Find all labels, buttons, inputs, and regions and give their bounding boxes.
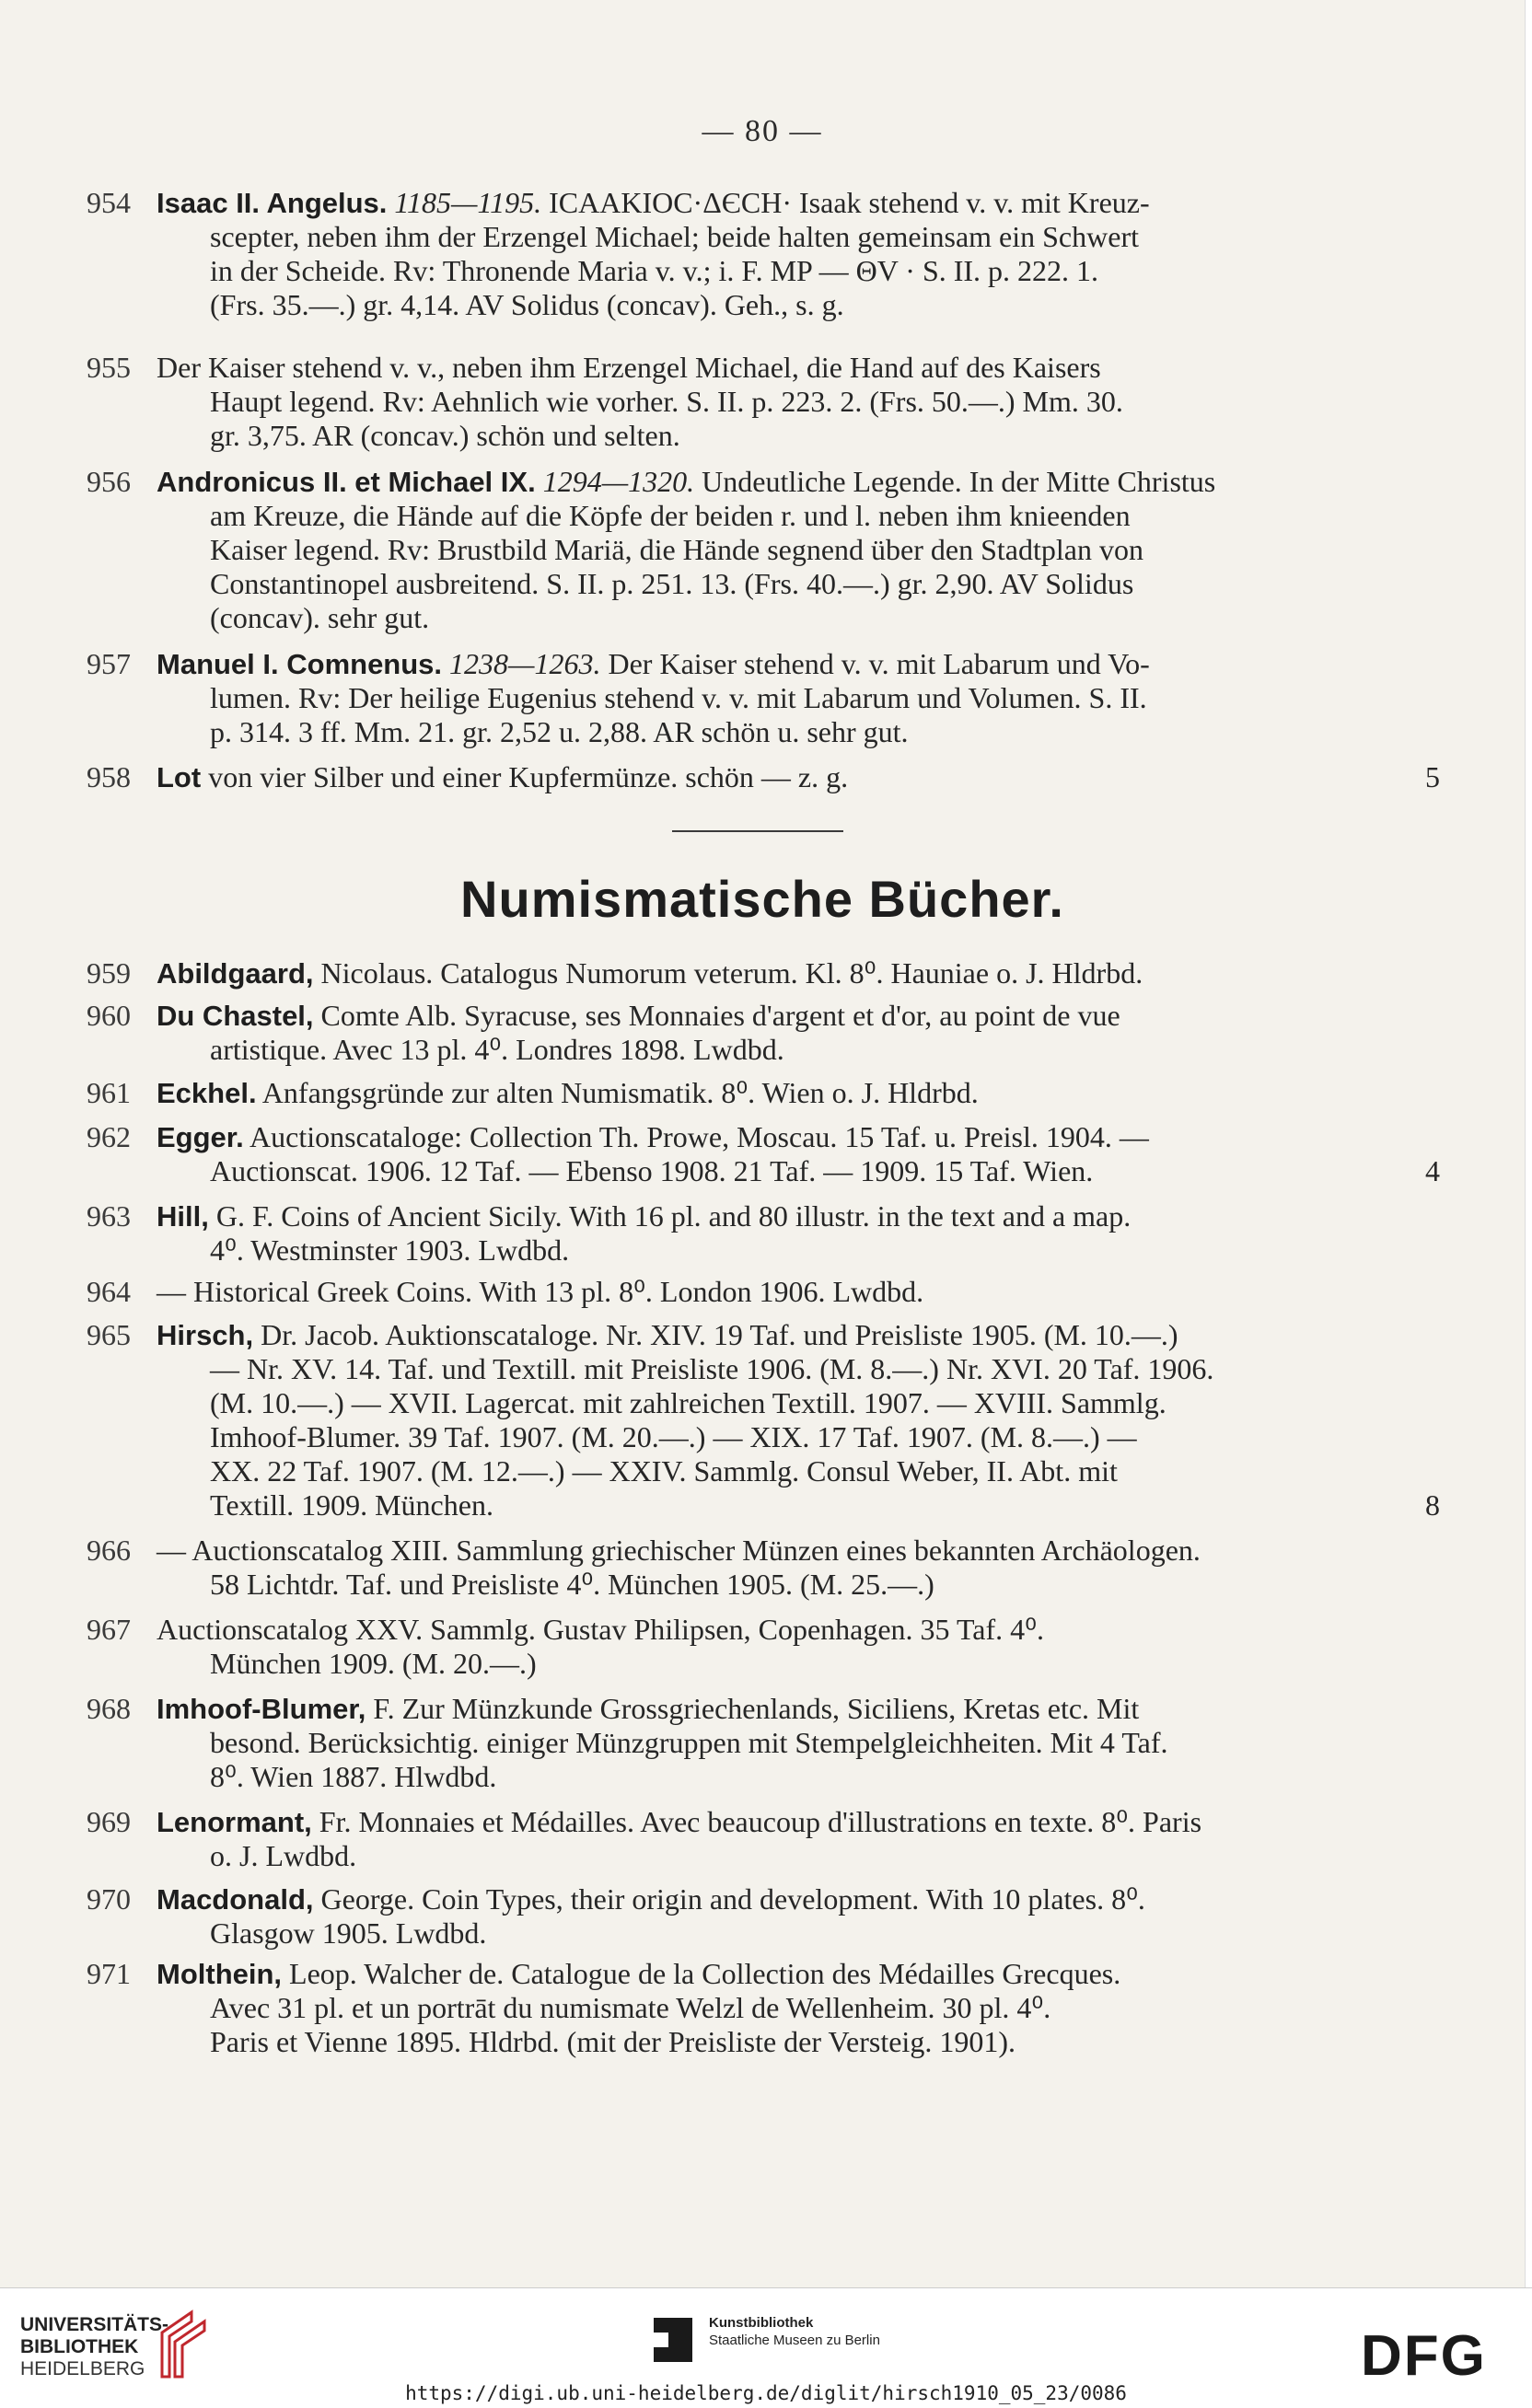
kunstbibliothek-label[interactable] <box>709 2314 880 2349</box>
lot-number: 962 <box>87 1120 131 1153</box>
lot-date: 1238—1263. <box>449 647 601 680</box>
lot-number: 955 <box>87 351 131 384</box>
list-item <box>87 1957 1440 2059</box>
lot-text: Fr. Monnaies et Médailles. Avec beaucoup d'illustrations en texte. 8⁰. Paris <box>311 1805 1202 1838</box>
lot-number: 967 <box>87 1613 131 1646</box>
lot-continuation: besond. Berücksichtig. einiger Münzgruppen mit Stempelgleichheiten. Mit 4 Taf. <box>210 1726 1168 1759</box>
lot-text: Undeutliche Legende. In der Mitte Christus <box>694 465 1216 498</box>
lot-continuation: artistique. Avec 13 pl. 4⁰. Londres 1898. Lwdbd. <box>210 1033 784 1066</box>
uni-emblem-icon <box>155 2309 212 2380</box>
author-name: Egger. <box>157 1121 244 1153</box>
lot-text: F. Zur Münzkunde Grossgriechenlands, Siciliens, Kretas etc. Mit <box>366 1692 1140 1725</box>
list-item <box>87 1275 1440 1309</box>
list-item <box>87 1805 1440 1873</box>
lot-name: Isaac II. Angelus. <box>157 187 388 219</box>
author-name: Du Chastel, <box>157 1000 314 1032</box>
lot-continuation: München 1909. (M. 20.—.) <box>210 1647 537 1680</box>
lot-text: — Historical Greek Coins. With 13 pl. 8⁰. London 1906. Lwdbd. <box>157 1275 924 1308</box>
lot-text: Comte Alb. Syracuse, ses Monnaies d'argent et d'or, au point de vue <box>313 999 1120 1032</box>
list-item <box>87 186 1440 322</box>
lot-date: 1294—1320. <box>542 465 695 498</box>
section-heading: Numismatische Bücher. <box>460 870 1064 928</box>
author-name: Abildgaard, <box>157 957 314 990</box>
lot-continuation: Paris et Vienne 1895. Hldrbd. (mit der Preisliste der Versteig. 1901). <box>210 2025 1016 2058</box>
author-name: Molthein, <box>157 1958 283 1990</box>
lot-continuation: o. J. Lwdbd. <box>210 1839 357 1872</box>
lot-name: Manuel I. Comnenus. <box>157 648 443 680</box>
lot-number: 965 <box>87 1318 131 1351</box>
list-item <box>87 1882 1440 1951</box>
lot-text: Nicolaus. Catalogus Numorum veterum. Kl. 8⁰. Hauniae o. J. Hldrbd. <box>313 956 1143 990</box>
lot-continuation: Kaiser legend. Rv: Brustbild Mariä, die Hände segnend über den Stadtplan von <box>210 533 1143 566</box>
author-name: Macdonald, <box>157 1883 314 1916</box>
lot-continuation: gr. 3,75. AR (concav.) schön und selten. <box>210 419 680 452</box>
lot-text: Anfangsgründe zur alten Numismatik. 8⁰. Wien o. J. Hldrbd. <box>256 1076 979 1109</box>
lot-number: 969 <box>87 1805 131 1838</box>
lot-number: 966 <box>87 1534 131 1567</box>
uni-logo-line: UNIVERSITÄTS- <box>20 2314 169 2335</box>
page-number: — 80 — <box>702 114 823 148</box>
author-name: Eckhel. <box>157 1077 257 1109</box>
lot-continuation: (Frs. 35.—.) gr. 4,14. AV Solidus (concav). Geh., s. g. <box>210 288 844 321</box>
lot-name: Lot <box>157 761 202 793</box>
lot-continuation <box>87 1154 1440 1188</box>
lot-continuation: (concav). sehr gut. <box>210 601 430 634</box>
lot-text: Der Kaiser stehend v. v., neben ihm Erzengel Michael, die Hand auf des Kaisers <box>157 351 1101 384</box>
price-marker: 5 <box>1425 760 1440 793</box>
lot-number: 959 <box>87 956 131 990</box>
price-marker: 8 <box>1425 1488 1440 1522</box>
uni-logo-line: HEIDELBERG <box>20 2358 145 2379</box>
lot-text: ICAAKIOC·ΔЄCH· Isaak stehend v. v. mit Kreuz- <box>541 186 1150 219</box>
lot-continuation: scepter, neben ihm der Erzengel Michael; beide halten gemeinsam ein Schwert <box>210 220 1139 253</box>
price-marker: 4 <box>1425 1154 1440 1187</box>
list-item <box>87 1534 1440 1602</box>
list-item <box>87 1199 1440 1268</box>
lot-continuation: Glasgow 1905. Lwdbd. <box>210 1916 487 1950</box>
lot-number: 968 <box>87 1692 131 1725</box>
list-item <box>87 1120 1440 1188</box>
lot-number: 958 <box>87 760 131 793</box>
author-name: Hill, <box>157 1200 209 1233</box>
lot-continuation: Imhoof-Blumer. 39 Taf. 1907. (M. 20.—.) — XIX. 17 Taf. 1907. (M. 8.—.) — <box>210 1420 1137 1453</box>
lot-text: Der Kaiser stehend v. v. mit Labarum und Vo- <box>600 647 1150 680</box>
kb-line: Kunstbibliothek <box>709 2315 814 2331</box>
author-name: Imhoof-Blumer, <box>157 1693 366 1725</box>
lot-number: 957 <box>87 647 131 680</box>
list-item <box>87 760 1440 794</box>
lot-continuation: 58 Lichtdr. Taf. und Preisliste 4⁰. München 1905. (M. 25.—.) <box>210 1568 934 1601</box>
list-item <box>87 351 1440 453</box>
lot-continuation: 4⁰. Westminster 1903. Lwdbd. <box>210 1233 570 1267</box>
lot-continuation: Avec 31 pl. et un portrāt du numismate Welzl de Wellenheim. 30 pl. 4⁰. <box>210 1991 1051 2024</box>
dfg-logo[interactable]: DFG <box>1361 2324 1487 2388</box>
lot-name: Andronicus II. et Michael IX. <box>157 466 536 498</box>
lot-continuation: p. 314. 3 ff. Mm. 21. gr. 2,52 u. 2,88. AR schön u. sehr gut. <box>210 715 909 748</box>
lot-continuation: lumen. Rv: Der heilige Eugenius stehend v. v. mit Labarum und Volumen. S. II. <box>210 681 1147 714</box>
lot-continuation: — Nr. XV. 14. Taf. und Textill. mit Preisliste 1906. (M. 8.—.) Nr. XVI. 20 Taf. 1906. <box>210 1352 1214 1385</box>
lot-text: Auctionscatalog XXV. Sammlg. Gustav Philipsen, Copenhagen. 35 Taf. 4⁰. <box>157 1613 1044 1646</box>
lot-number: 971 <box>87 1957 131 1990</box>
lot-text: Dr. Jacob. Auktionscataloge. Nr. XIV. 19 Taf. und Preisliste 1905. (M. 10.—.) <box>253 1318 1178 1351</box>
uni-logo-line: BIBLIOTHEK <box>20 2336 139 2357</box>
list-item <box>87 1692 1440 1794</box>
lot-number: 964 <box>87 1275 131 1308</box>
lot-continuation: XX. 22 Taf. 1907. (M. 12.—.) — XXIV. Sammlg. Consul Weber, II. Abt. mit <box>210 1454 1118 1488</box>
lot-number: 970 <box>87 1882 131 1916</box>
lot-continuation: 8⁰. Wien 1887. Hlwdbd. <box>210 1760 497 1793</box>
list-item <box>87 1613 1440 1681</box>
list-item <box>87 647 1440 749</box>
lot-number: 961 <box>87 1076 131 1109</box>
lot-number: 956 <box>87 465 131 498</box>
author-name: Lenormant, <box>157 1806 312 1838</box>
author-name: Hirsch, <box>157 1319 254 1351</box>
lot-date: 1185—1195. <box>394 186 542 219</box>
lot-continuation-text: Textill. 1909. München. <box>210 1488 493 1522</box>
lot-continuation: in der Scheide. Rv: Thronende Maria v. v.; i. F. MP — ΘV · S. II. p. 222. 1. <box>210 254 1099 287</box>
lot-continuation: (M. 10.—.) — XVII. Lagercat. mit zahlreichen Textill. 1907. — XVIII. Sammlg. <box>210 1386 1166 1419</box>
lot-text: Auctionscataloge: Collection Th. Prowe, Moscau. 15 Taf. u. Preisl. 1904. — <box>243 1120 1149 1153</box>
lot-text: George. Coin Types, their origin and development. With 10 plates. 8⁰. <box>313 1882 1145 1916</box>
kunstbibliothek-logo-icon <box>650 2312 698 2367</box>
list-item <box>87 465 1440 635</box>
list-item <box>87 999 1440 1067</box>
lot-number: 954 <box>87 186 131 219</box>
lot-text: — Auctionscatalog XIII. Sammlung griechischer Münzen eines bekannten Archäologen. <box>157 1534 1201 1567</box>
lot-text: Leop. Walcher de. Catalogue de la Collection des Médailles Grecques. <box>282 1957 1121 1990</box>
lot-continuation: Constantinopel ausbreitend. S. II. p. 251. 13. (Frs. 40.—.) gr. 2,90. AV Solidus <box>210 567 1134 600</box>
lot-continuation-text: Auctionscat. 1906. 12 Taf. — Ebenso 1908. 21 Taf. — 1909. 15 Taf. Wien. <box>210 1154 1094 1187</box>
lot-continuation <box>87 1488 1440 1522</box>
lot-text: G. F. Coins of Ancient Sicily. With 16 pl. and 80 illustr. in the text and a map. <box>208 1199 1132 1233</box>
lot-text: von vier Silber und einer Kupfermünze. schön — z. g. <box>201 760 849 793</box>
lot-continuation: am Kreuze, die Hände auf die Köpfe der beiden r. und l. neben ihm knieenden <box>210 499 1131 532</box>
lot-continuation: Haupt legend. Rv: Aehnlich wie vorher. S. II. p. 223. 2. (Frs. 50.—.) Mm. 30. <box>210 385 1123 418</box>
lot-number: 963 <box>87 1199 131 1233</box>
list-item <box>87 956 1440 990</box>
kb-line: Staatliche Museen zu Berlin <box>709 2333 880 2348</box>
section-divider <box>672 830 843 832</box>
university-library-logo[interactable] <box>20 2314 168 2380</box>
list-item <box>87 1076 1440 1110</box>
lot-number: 960 <box>87 999 131 1032</box>
permalink-url[interactable]: https://digi.ub.uni-heidelberg.de/diglit/hirsch1910_05_23/0086 <box>405 2382 1127 2404</box>
list-item <box>87 1318 1440 1522</box>
